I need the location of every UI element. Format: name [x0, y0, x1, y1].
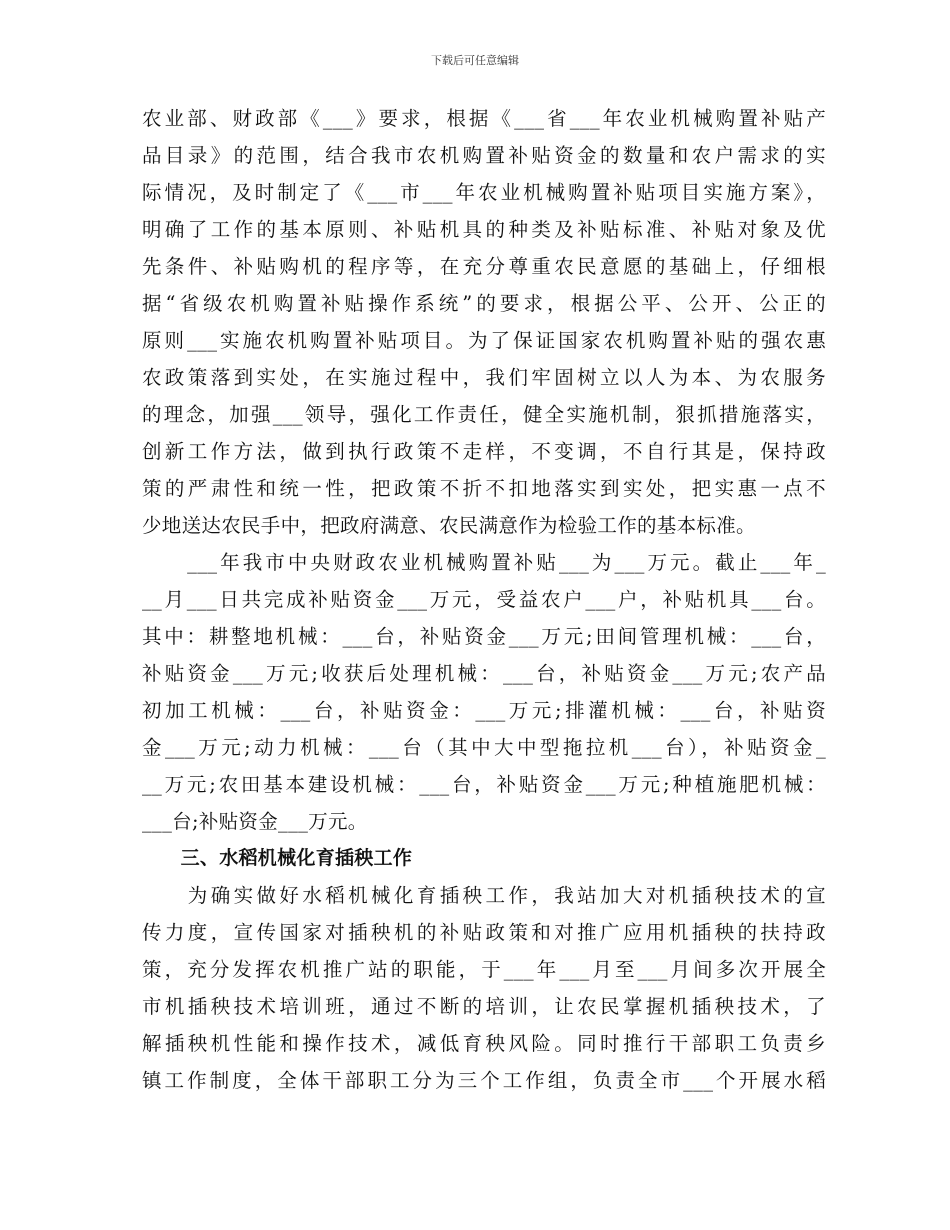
text-line: 原则___实施农机购置补贴项目。为了保证国家农机购置补贴的强农惠 — [142, 329, 826, 352]
text-line: 明确了工作的基本原则、补贴机具的种类及补贴标准、补贴对象及优 — [142, 218, 826, 241]
text-line: 市机插秧技术培训班，通过不断的培训，让农民掌握机插秧技术，了 — [142, 995, 826, 1018]
text-line: 其中：耕整地机械：___台，补贴资金___万元;田间管理机械：___台， — [142, 625, 826, 648]
paragraph-end-line: ___台;补贴资金___万元。 — [142, 810, 368, 833]
text-line: 策，充分发挥农机推广站的职能，于___年___月至___月间多次开展全 — [142, 958, 826, 981]
text-line: 农政策落到实处，在实施过程中，我们牢固树立以人为本、为农服务 — [142, 366, 826, 389]
text-line: ___年我市中央财政农业机械购置补贴___为___万元。截止___年_ — [142, 551, 826, 574]
text-line: 解插秧机性能和操作技术，减低育秧风险。同时推行干部职工负责乡 — [142, 1032, 826, 1055]
text-line: 策的严肃性和统一性，把政策不折不扣地落实到实处，把实惠一点不 — [142, 477, 826, 500]
text-line: 镇工作制度，全体干部职工分为三个工作组，负责全市___个开展水稻 — [142, 1069, 826, 1092]
text-line: 农业部、财政部《___》要求，根据《___省___年农业机械购置补贴产 — [142, 107, 826, 130]
text-line: 创新工作方法，做到执行政策不走样，不变调，不自行其是，保持政 — [142, 440, 826, 463]
text-line: 补贴资金___万元;收获后处理机械：___台，补贴资金___万元;农产品 — [142, 662, 826, 685]
text-line: 金___万元;动力机械：___台（其中大中型拖拉机___台），补贴资金_ — [142, 736, 826, 759]
header-note: 下载后可任意编辑 — [431, 54, 519, 67]
text-line: __月___日共完成补贴资金___万元，受益农户___户，补贴机具___台。 — [142, 588, 826, 611]
document-body — [142, 100, 826, 1099]
text-line: 为确实做好水稻机械化育插秧工作，我站加大对机插秧技术的宣 — [142, 884, 826, 907]
text-line: __万元;农田基本建设机械：___台，补贴资金___万元;种植施肥机械： — [142, 773, 826, 796]
text-line: 据“省级农机购置补贴操作系统”的要求，根据公平、公开、公正的 — [142, 292, 826, 315]
paragraph-end-line: 少地送达农民手中，把政府满意、农民满意作为检验工作的基本标准。 — [142, 514, 756, 537]
text-line: 品目录》的范围，结合我市农机购置补贴资金的数量和农户需求的实 — [142, 144, 826, 167]
text-line: 际情况，及时制定了《___市___年农业机械购置补贴项目实施方案》， — [142, 181, 826, 204]
text-line: 初加工机械：___台，补贴资金：___万元;排灌机械：___台，补贴资 — [142, 699, 826, 722]
text-line: 先条件、补贴购机的程序等，在充分尊重农民意愿的基础上，仔细根 — [142, 255, 826, 278]
text-line: 的理念，加强___领导，强化工作责任，健全实施机制，狠抓措施落实， — [142, 403, 826, 426]
text-line: 传力度，宣传国家对插秧机的补贴政策和对推广应用机插秧的扶持政 — [142, 921, 826, 944]
section-heading: 三、水稻机械化育插秧工作 — [142, 847, 413, 869]
